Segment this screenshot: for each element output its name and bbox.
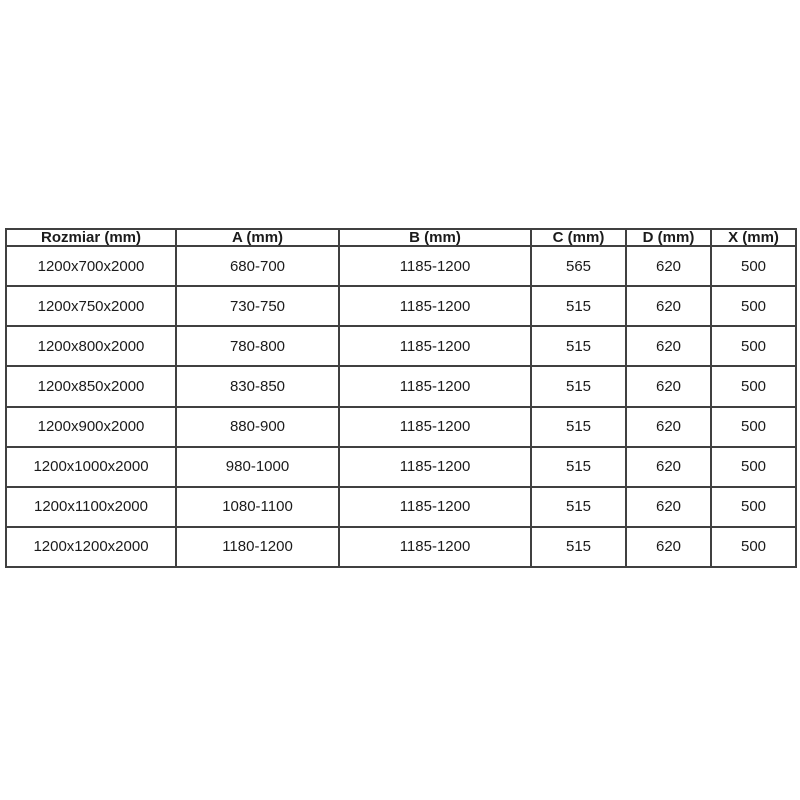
table-cell: 1180-1200 [176, 527, 339, 567]
table-cell: 620 [626, 407, 711, 447]
table-row [6, 407, 796, 447]
table-cell: 500 [711, 366, 796, 406]
table-cell: 1200x850x2000 [6, 366, 176, 406]
header-row [6, 229, 796, 246]
table-cell: 620 [626, 487, 711, 527]
table-cell: 1200x900x2000 [6, 407, 176, 447]
table-cell: 1200x800x2000 [6, 326, 176, 366]
column-header: A (mm) [176, 229, 339, 246]
table-cell: 500 [711, 246, 796, 286]
table-row [6, 286, 796, 326]
table-row [6, 326, 796, 366]
table-cell: 500 [711, 407, 796, 447]
table-cell: 500 [711, 286, 796, 326]
table-cell: 515 [531, 447, 626, 487]
table-cell: 515 [531, 366, 626, 406]
table-cell: 500 [711, 527, 796, 567]
table-cell: 515 [531, 326, 626, 366]
column-header: C (mm) [531, 229, 626, 246]
table-cell: 620 [626, 447, 711, 487]
table-cell: 515 [531, 286, 626, 326]
table-cell: 1185-1200 [339, 366, 531, 406]
column-header: Rozmiar (mm) [6, 229, 176, 246]
table-cell: 620 [626, 246, 711, 286]
table-cell: 980-1000 [176, 447, 339, 487]
table-cell: 1185-1200 [339, 407, 531, 447]
table-cell: 515 [531, 487, 626, 527]
table-cell: 1185-1200 [339, 326, 531, 366]
table-cell: 500 [711, 487, 796, 527]
table-cell: 680-700 [176, 246, 339, 286]
table-cell: 620 [626, 286, 711, 326]
table-cell: 1200x1200x2000 [6, 527, 176, 567]
table-cell: 515 [531, 407, 626, 447]
table-cell: 1185-1200 [339, 487, 531, 527]
table-cell: 620 [626, 527, 711, 567]
table-cell: 500 [711, 447, 796, 487]
table-cell: 565 [531, 246, 626, 286]
table-row [6, 366, 796, 406]
table-cell: 620 [626, 326, 711, 366]
table-cell: 620 [626, 366, 711, 406]
table-cell: 1200x1100x2000 [6, 487, 176, 527]
table-cell: 500 [711, 326, 796, 366]
dimensions-table [5, 228, 797, 568]
table-cell: 730-750 [176, 286, 339, 326]
table-row [6, 246, 796, 286]
column-header: X (mm) [711, 229, 796, 246]
table-cell: 1200x750x2000 [6, 286, 176, 326]
table-row [6, 447, 796, 487]
table-cell: 780-800 [176, 326, 339, 366]
table-row [6, 527, 796, 567]
table-cell: 880-900 [176, 407, 339, 447]
table-row [6, 487, 796, 527]
table-cell: 830-850 [176, 366, 339, 406]
table-cell: 1185-1200 [339, 246, 531, 286]
table-cell: 515 [531, 527, 626, 567]
table-cell: 1200x700x2000 [6, 246, 176, 286]
table-cell: 1200x1000x2000 [6, 447, 176, 487]
column-header: B (mm) [339, 229, 531, 246]
table-cell: 1080-1100 [176, 487, 339, 527]
column-header: D (mm) [626, 229, 711, 246]
table-cell: 1185-1200 [339, 286, 531, 326]
table-cell: 1185-1200 [339, 527, 531, 567]
table-cell: 1185-1200 [339, 447, 531, 487]
